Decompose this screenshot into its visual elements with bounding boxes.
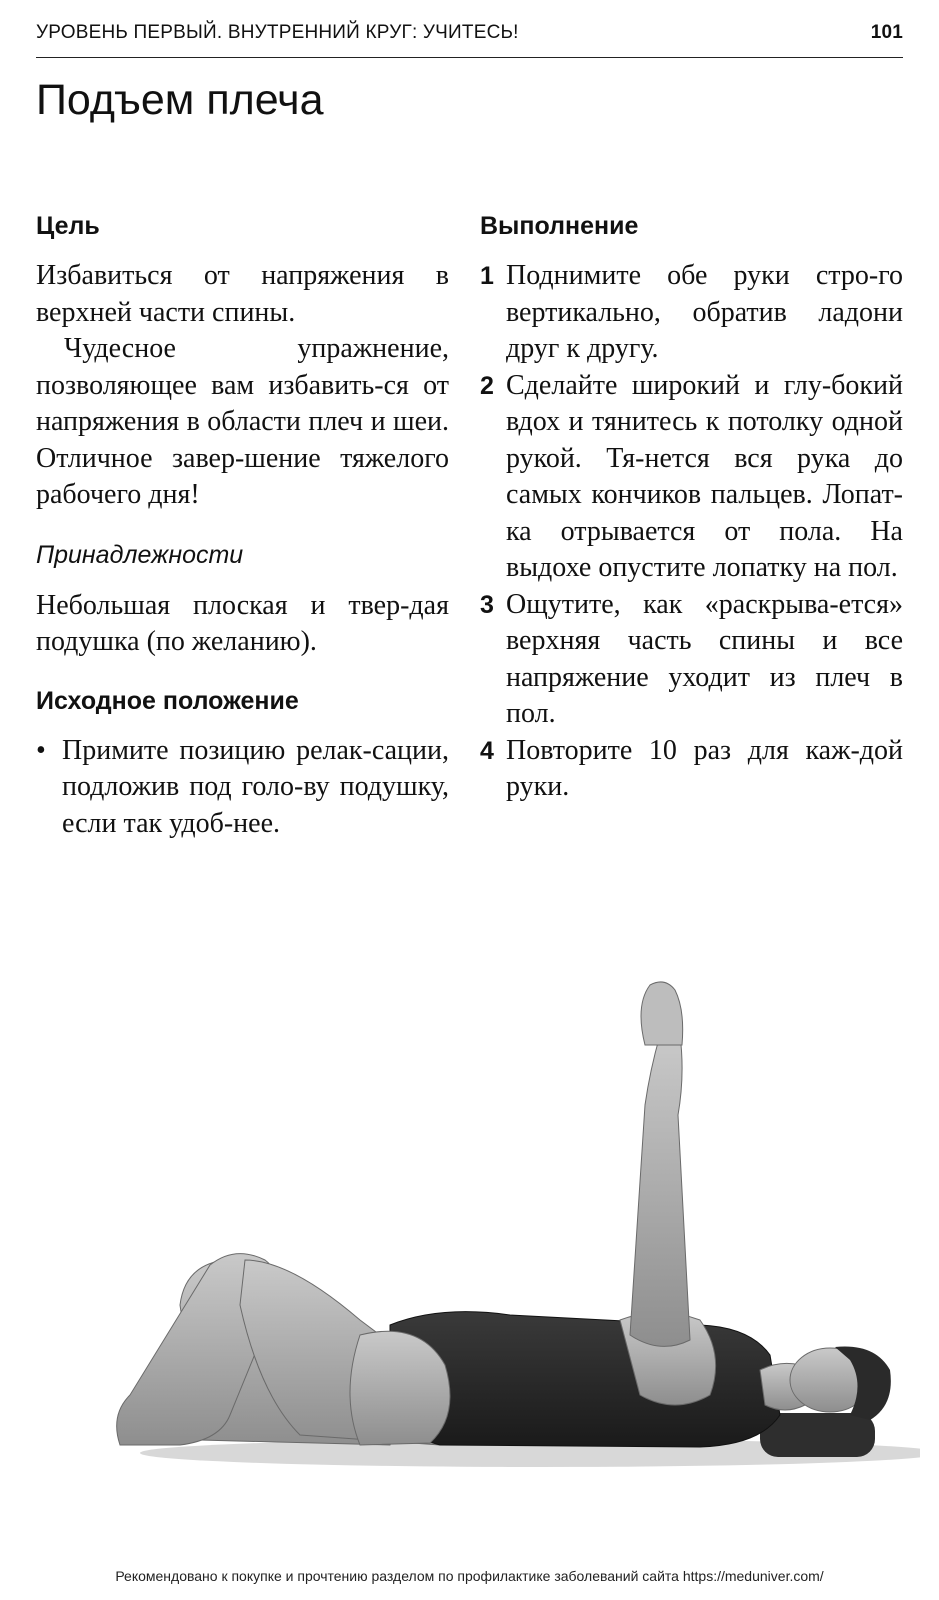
goal-paragraph-2: Чудесное упражнение, позволяющее вам избавить-ся от напряжения в области плеч и шеи. Отличное завер-шение тяжелого рабочего дня! — [36, 333, 449, 510]
step-number: 3 — [480, 590, 494, 619]
page-title: Подъем плеча — [36, 76, 324, 124]
header-rule — [36, 57, 903, 58]
right-column — [480, 208, 903, 806]
hands — [641, 982, 683, 1045]
page-number: 101 — [870, 22, 903, 43]
step-number: 1 — [480, 262, 494, 290]
exercise-illustration — [60, 975, 920, 1495]
step-text: Ощутите, как «раскрыва-ется» верхняя часть спины и все напряжение уходит из плеч в пол. — [506, 588, 903, 729]
step-item — [480, 368, 903, 587]
execution-heading: Выполнение — [480, 212, 639, 240]
start-position-text: Примите позицию релак-сации, подложив под голо-ву подушку, если так удоб-нее. — [62, 734, 449, 839]
raised-arm — [630, 1035, 690, 1346]
left-column — [36, 208, 449, 842]
step-item — [480, 258, 903, 368]
step-item — [480, 733, 903, 806]
step-number: 2 — [480, 371, 494, 400]
goal-paragraph-1: Избавиться от напряжения в верхней части спины. — [36, 260, 449, 328]
running-header-section: УРОВЕНЬ ПЕРВЫЙ. ВНУТРЕННИЙ КРУГ: УЧИТЕСЬ! — [36, 22, 519, 43]
step-text: Поднимите обе руки стро-го вертикально, обратив ладони друг к другу. — [506, 260, 903, 364]
equipment-heading: Принадлежности — [36, 540, 244, 569]
footer-note: Рекомендовано к покупке и прочтению разделом по профилактике заболеваний сайта https://meduniver.com/ — [115, 1568, 824, 1584]
start-position-bullet — [36, 733, 449, 843]
running-header — [36, 18, 903, 48]
goal-heading: Цель — [36, 212, 100, 240]
start-position-heading: Исходное положение — [36, 686, 299, 715]
bullet-icon: • — [36, 734, 46, 766]
step-text: Сделайте широкий и глу-бокий вдох и тянитесь к потолку одной рукой. Тя-нется вся рука до самых кончиков пальцев. Лопат-ка отрывается от пола. На выдохе опустите лопатку на пол. — [506, 369, 903, 583]
step-text: Повторите 10 раз для каж-дой руки. — [506, 734, 903, 802]
pillow — [760, 1413, 875, 1457]
equipment-text: Небольшая плоская и твер-дая подушка (по желанию). — [36, 589, 449, 657]
step-item — [480, 587, 903, 733]
step-number: 4 — [480, 736, 494, 765]
